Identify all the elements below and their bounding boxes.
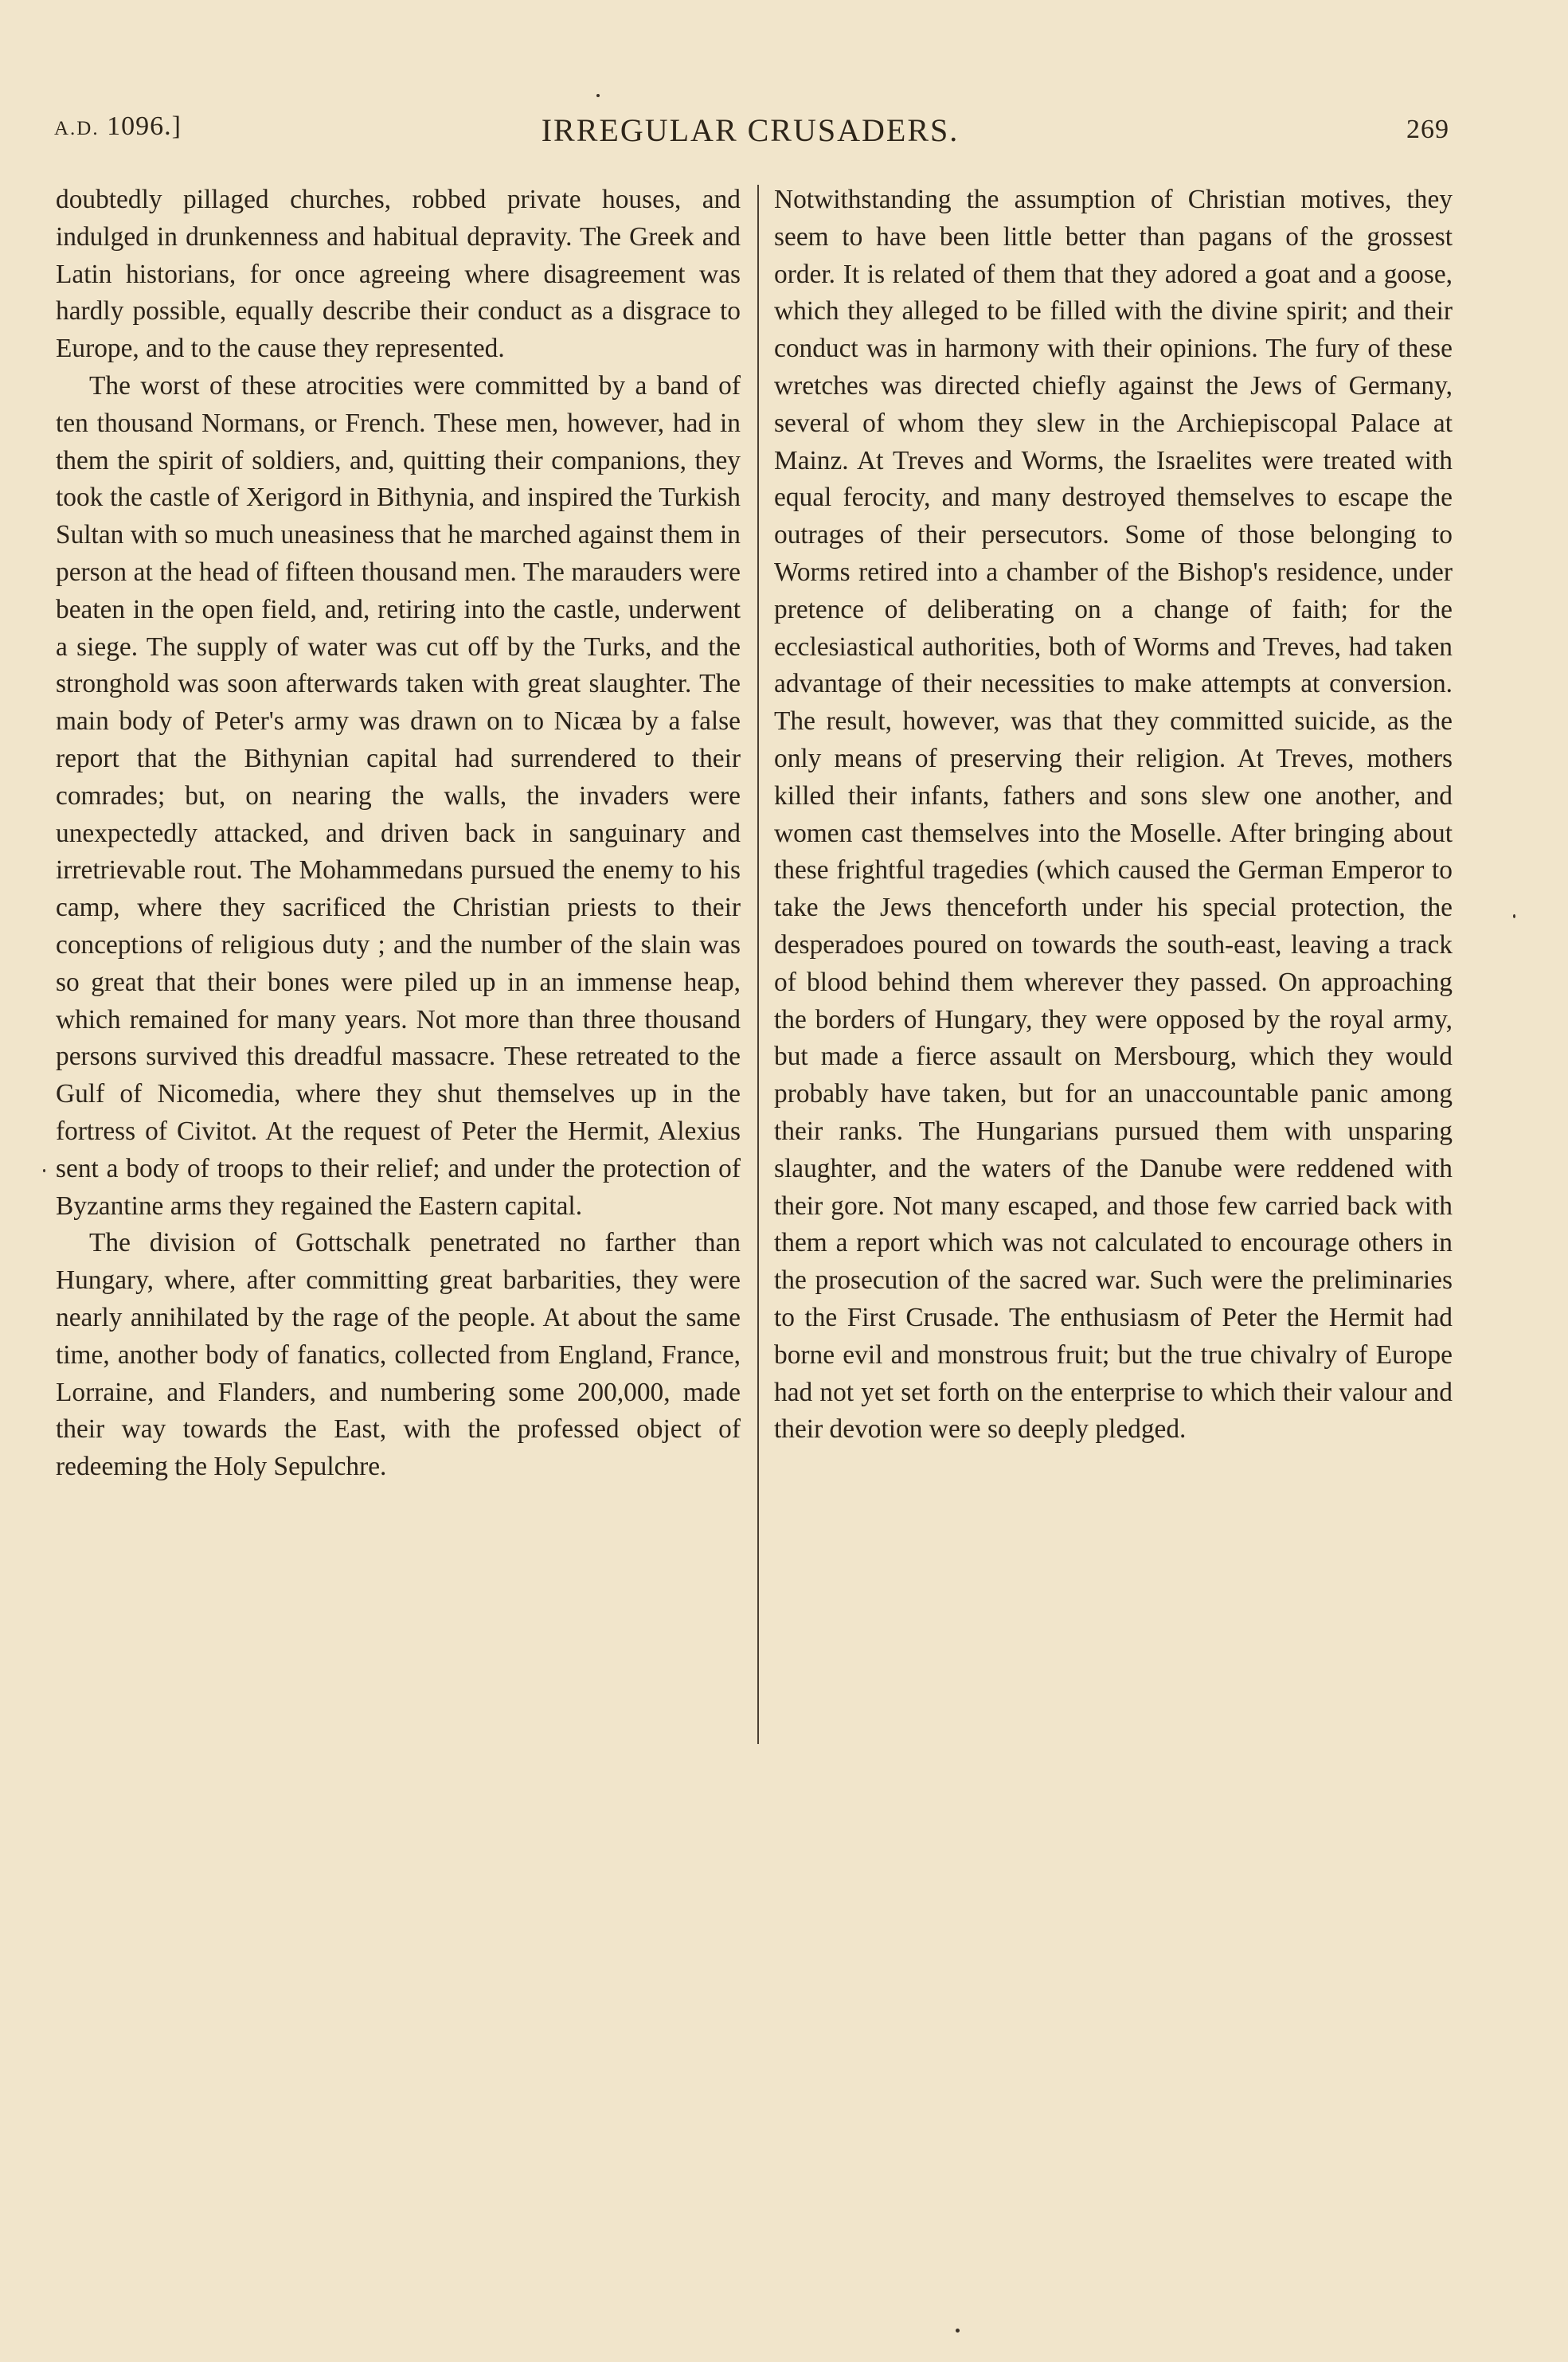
left-paragraph-2: The worst of these atrocities were committed by a band of ten thousand Normans, or French. These men, however, had in them the spirit of soldiers, and, quitting their companions, they took the castle of Xerigord in Bithynia, and inspired the Turkish Sultan with so much uneasiness that he marched against them in person at the head of fifteen thousand men. The marauders were beaten in the open field, and, retiring into the castle, underwent a siege. The supply of water was cut off by the Turks, and the stronghold was soon afterwards taken with great slaughter. The main body of Peter's army was drawn on to Nicæa by a false report that the Bithynian capital had surrendered to their comrades; but, on nearing the walls, the invaders were unexpectedly attacked, and driven back in sanguinary and irretrievable rout. The Mohammedans pursued the enemy to his camp, where they sacrificed the Christian priests to their conceptions of religious duty ; and the number of the slain was so great that their bones were piled up in an immense heap, which remained for many years. Not more than three thousand persons survived this dreadful massacre. These retreated to the Gulf of Nicomedia, where they shut themselves up in the fortress of Civitot. At the request of Peter the Hermit, Alexius sent a body of troops to their relief; and under the protection of Byzantine arms they regained the Eastern capital. — [56, 370, 741, 1221]
print-speck — [596, 94, 600, 97]
left-paragraph-3: The division of Gottschalk penetrated no farther than Hungary, where, after committing great barbarities, they were nearly annihilated by the rage of the people. At about the same time, another body of fanatics, collected from England, France, Lorraine, and Flanders, and numbering some 200,000, made their way towards the East, with the professed object of redeeming the Holy Sepulchre. — [56, 1228, 741, 1482]
print-speck — [956, 2329, 960, 2333]
right-paragraph-1: Notwithstanding the assumption of Christian motives, they seem to have been little better than pagans of the grossest order. It is related of them that they adored a goat and a goose, which they alleged to be filled with the divine spirit; and their conduct was in harmony with their opinions. The fury of these wretches was directed chiefly against the Jews of Germany, several of whom they slew in the Archiepiscopal Palace at Mainz. At Treves and Worms, the Israelites were treated with equal ferocity, and many destroyed themselves to escape the outrages of their persecutors. Some of those belonging to Worms retired into a chamber of the Bishop's residence, under pretence of deliberating on a change of faith; for the ecclesiastical authorities, both of Worms and Treves, had taken advantage of their necessities to make attempts at conversion. The result, however, was that they committed suicide, as the only means of preserving their religion. At Treves, mothers killed their infants, fathers and sons slew one another, and women cast themselves into the Moselle. After bringing about these frightful tragedies (which caused the German Emperor to take the Jews thenceforth under his special protection, the desperadoes poured on towards the south-east, leaving a track of blood behind them wherever they passed. On approaching the borders of Hungary, they were opposed by the royal army, but made a fierce assault on Mersbourg, which they would probably have taken, but for an unaccountable panic among their ranks. The Hungarians pursued them with unsparing slaughter, and the waters of the Danube were reddened with their gore. Not many escaped, and those few carried back with them a report which was not calculated to encourage others in the prosecution of the sacred war. Such were the preliminaries to the First Crusade. The enthusiasm of Peter the Hermit had borne evil and monstrous fruit; but the true chivalry of Europe had not yet set forth on the enterprise to which their valour and their devotion were so deeply pledged. — [774, 185, 1453, 1445]
column-divider — [757, 185, 759, 1744]
running-header — [54, 111, 1449, 159]
left-paragraph-1: doubtedly pillaged churches, robbed private houses, and indulged in drunkenness and habitual depravity. The Greek and Latin historians, for once agreeing where disagreement was hardly possible, equally describe their conduct as a disgrace to Europe, and to the cause they represented. — [56, 185, 741, 364]
header-year: 1096.] — [107, 111, 182, 141]
left-column — [56, 182, 741, 1486]
header-era: A.D. — [54, 118, 100, 139]
page-number: 269 — [1406, 115, 1449, 144]
print-speck — [43, 1169, 45, 1172]
print-speck — [1513, 914, 1515, 918]
right-column — [774, 182, 1453, 1449]
header-title: IRREGULAR CRUSADERS. — [541, 112, 960, 148]
